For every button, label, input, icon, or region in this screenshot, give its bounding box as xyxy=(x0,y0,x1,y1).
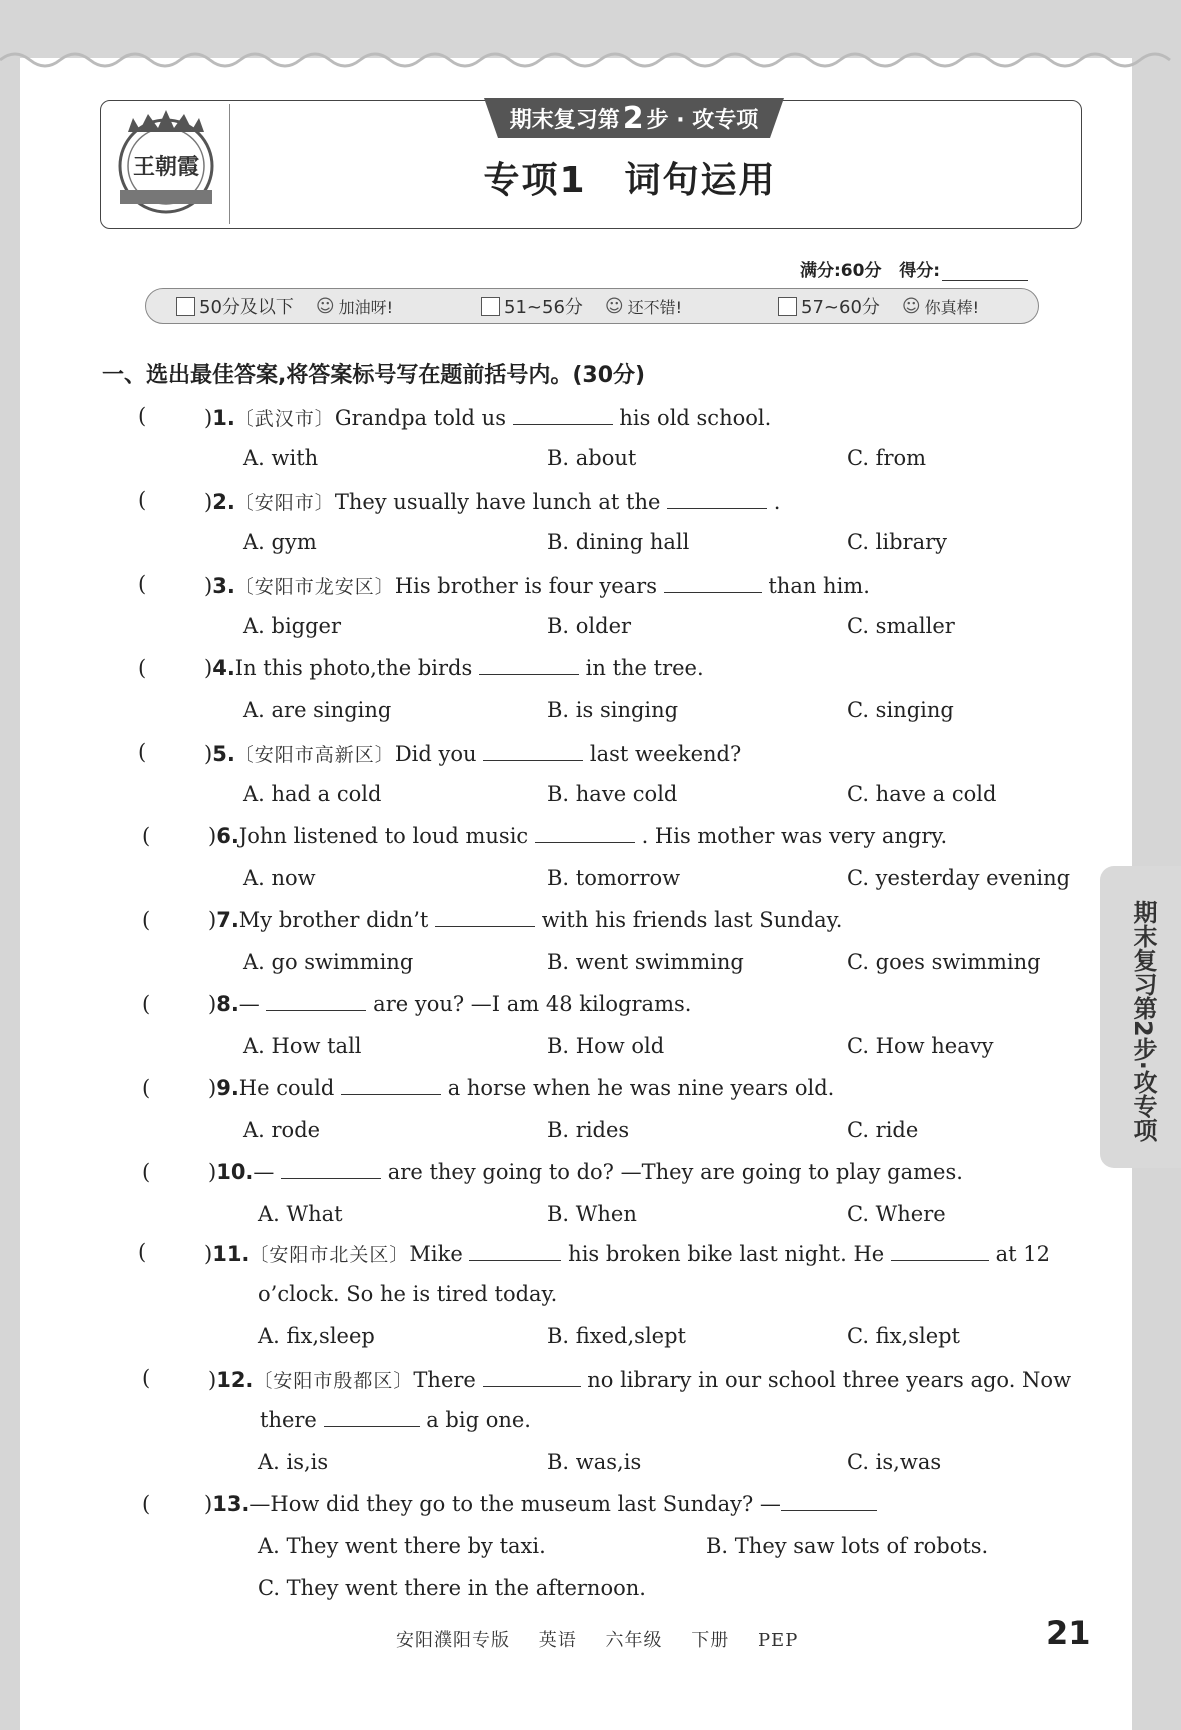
question-12: )12.〔安阳市殷都区〕There no library in our school three years ago. Now xyxy=(208,1368,1072,1392)
question-4: )4.In this photo,the birds in the tree. xyxy=(204,656,704,680)
answer-paren[interactable]: ( xyxy=(142,1492,151,1516)
answer-blank[interactable] xyxy=(535,824,635,843)
option-c: C. fix,slept xyxy=(847,1324,960,1348)
answer-blank[interactable] xyxy=(781,1492,877,1511)
got-score-label: 得分: xyxy=(899,261,941,281)
smiley-icon: ☺ xyxy=(901,295,921,317)
option-a: A. bigger xyxy=(243,614,342,638)
footer-grade: 六年级 xyxy=(605,1630,663,1651)
logo-divider xyxy=(229,104,230,224)
question-2: )2.〔安阳市〕They usually have lunch at the . xyxy=(204,490,781,514)
option-a: A. is,is xyxy=(258,1450,329,1474)
question-11: )11.〔安阳市北关区〕Mike his broken bike last night. He at 12 xyxy=(204,1242,1050,1266)
option-b: B. When xyxy=(547,1202,637,1226)
section-title: 一、选出最佳答案,将答案标号写在题前括号内。(30分) xyxy=(102,363,646,388)
option-a: A. rode xyxy=(243,1118,321,1142)
option-b: B. about xyxy=(547,446,637,470)
option-b: B. rides xyxy=(547,1118,630,1142)
answer-blank[interactable] xyxy=(341,1076,441,1095)
option-a: A. with xyxy=(243,446,319,470)
side-tab-label: 期末复习第2步·攻专项 xyxy=(1129,900,1157,1142)
step-prefix: 期末复习第 xyxy=(509,107,620,133)
smiley-icon: ☺ xyxy=(604,295,624,317)
page-number: 21 xyxy=(1046,1614,1091,1652)
score-blank[interactable] xyxy=(942,264,1028,281)
grade-checkbox[interactable] xyxy=(778,297,797,316)
answer-paren[interactable]: ( xyxy=(142,908,151,932)
grade-item-low: 50分及以下 ☺ 加油呀! xyxy=(176,292,393,320)
question-11-line2: o’clock. So he is tired today. xyxy=(258,1282,558,1306)
footer-volume: 下册 xyxy=(691,1630,730,1651)
question-9: )9.He could a horse when he was nine years old. xyxy=(208,1076,835,1100)
option-b: B. dining hall xyxy=(547,530,690,554)
answer-paren[interactable]: ( xyxy=(142,992,151,1016)
option-b: B. tomorrow xyxy=(547,866,681,890)
option-a: A. go swimming xyxy=(243,950,414,974)
option-a: A. are singing xyxy=(243,698,392,722)
option-b: B. fixed,slept xyxy=(547,1324,686,1348)
step-suffix: 步 · 攻专项 xyxy=(646,107,759,133)
option-a: A. What xyxy=(258,1202,343,1226)
answer-paren[interactable]: ( xyxy=(138,488,147,512)
option-b: B. have cold xyxy=(547,782,678,806)
answer-blank[interactable] xyxy=(664,574,762,593)
question-3: )3.〔安阳市龙安区〕His brother is four years than him. xyxy=(204,574,870,598)
question-8: )8.— are you? —I am 48 kilograms. xyxy=(208,992,692,1016)
answer-paren[interactable]: ( xyxy=(138,572,147,596)
grade-checkbox[interactable] xyxy=(481,297,500,316)
option-a: A. now xyxy=(243,866,316,890)
option-c: C. from xyxy=(847,446,927,470)
option-a: A. They went there by taxi. xyxy=(258,1534,546,1558)
option-b: B. older xyxy=(547,614,632,638)
option-c: C. library xyxy=(847,530,948,554)
answer-blank[interactable] xyxy=(513,406,613,425)
option-c: C. goes swimming xyxy=(847,950,1041,974)
question-7: )7.My brother didn’t with his friends last Sunday. xyxy=(208,908,843,932)
answer-paren[interactable]: ( xyxy=(138,404,147,428)
step-number: 2 xyxy=(622,100,644,136)
smiley-icon: ☺ xyxy=(315,295,335,317)
footer-pub: PEP xyxy=(757,1630,799,1651)
question-12-line2: there a big one. xyxy=(260,1408,531,1432)
option-c: C. Where xyxy=(847,1202,946,1226)
option-a: A. How tall xyxy=(243,1034,362,1058)
option-c: C. ride xyxy=(847,1118,919,1142)
option-b: B. is singing xyxy=(547,698,679,722)
option-c: C. is,was xyxy=(847,1450,942,1474)
option-c: C. have a cold xyxy=(847,782,997,806)
grade-item-mid: 51~56分 ☺ 还不错! xyxy=(481,292,682,320)
answer-paren[interactable]: ( xyxy=(138,1240,147,1264)
wavy-border xyxy=(0,40,1181,70)
option-b: B. They saw lots of robots. xyxy=(706,1534,989,1558)
answer-paren[interactable]: ( xyxy=(142,1076,151,1100)
full-score: 满分:60分 xyxy=(800,261,882,281)
question-1: )1.〔武汉市〕Grandpa told us his old school. xyxy=(204,406,772,430)
answer-blank[interactable] xyxy=(281,1160,381,1179)
option-a: A. gym xyxy=(243,530,317,554)
footer-edition: 安阳濮阳专版 xyxy=(396,1630,510,1651)
option-c: C. How heavy xyxy=(847,1034,994,1058)
option-b: B. How old xyxy=(547,1034,665,1058)
option-c: C. yesterday evening xyxy=(847,866,1071,890)
option-a: A. fix,sleep xyxy=(258,1324,375,1348)
question-10: )10.— are they going to do? —They are going to play games. xyxy=(208,1160,963,1184)
step-tab-label xyxy=(484,98,784,138)
logo-text: 王朝霞 xyxy=(132,154,200,180)
footer-subject: 英语 xyxy=(538,1630,577,1651)
question-6: )6.John listened to loud music . His mother was very angry. xyxy=(208,824,948,848)
answer-blank[interactable] xyxy=(483,742,583,761)
answer-blank[interactable] xyxy=(667,490,767,509)
answer-blank[interactable] xyxy=(483,1368,581,1387)
page-title: 专项1 词句运用 xyxy=(483,160,777,201)
answer-blank[interactable] xyxy=(435,908,535,927)
question-13: )13.—How did they go to the museum last Sunday? — xyxy=(204,1492,877,1516)
answer-blank[interactable] xyxy=(469,1242,561,1261)
answer-paren[interactable]: ( xyxy=(142,1160,151,1184)
answer-blank[interactable] xyxy=(479,656,579,675)
score-line xyxy=(800,256,1028,281)
brand-logo xyxy=(106,104,226,222)
footer xyxy=(396,1626,820,1652)
answer-paren[interactable]: ( xyxy=(138,740,147,764)
answer-blank[interactable] xyxy=(891,1242,989,1261)
answer-paren[interactable]: ( xyxy=(142,824,151,848)
question-5: )5.〔安阳市高新区〕Did you last weekend? xyxy=(204,742,742,766)
option-a: A. had a cold xyxy=(243,782,382,806)
option-c: C. They went there in the afternoon. xyxy=(258,1576,646,1600)
answer-paren[interactable]: ( xyxy=(138,656,147,680)
option-c: C. smaller xyxy=(847,614,955,638)
answer-blank[interactable] xyxy=(266,992,366,1011)
option-c: C. singing xyxy=(847,698,954,722)
option-b: B. was,is xyxy=(547,1450,642,1474)
answer-blank[interactable] xyxy=(324,1408,420,1427)
grade-item-high: 57~60分 ☺ 你真棒! xyxy=(778,292,979,320)
grade-checkbox[interactable] xyxy=(176,297,195,316)
option-b: B. went swimming xyxy=(547,950,744,974)
answer-paren[interactable]: ( xyxy=(142,1366,151,1390)
